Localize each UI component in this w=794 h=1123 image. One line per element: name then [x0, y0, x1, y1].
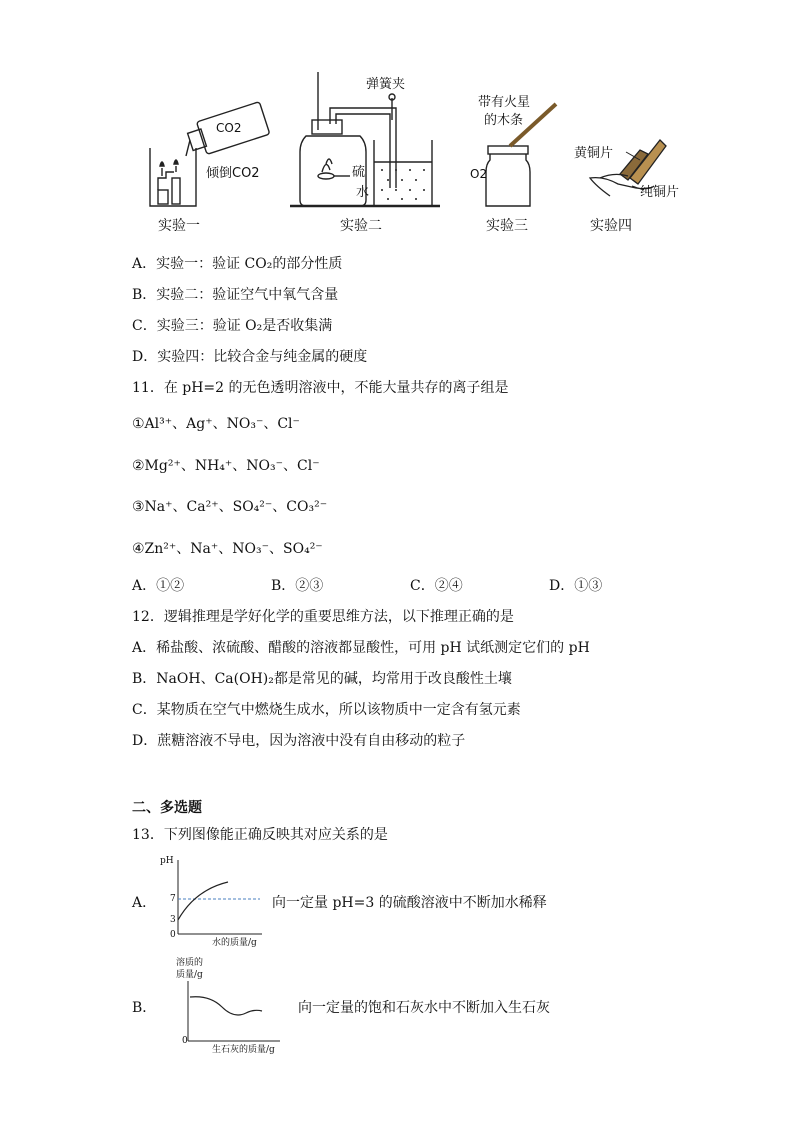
q10-option-d: D．实验四：比较合金与纯金属的硬度: [132, 349, 368, 365]
q13-graph-a-tick-7: 7: [170, 894, 176, 904]
q12-option-c: C．某物质在空气中燃烧生成水，所以该物质中一定含有氢元素: [132, 702, 521, 718]
exp4-copper-label: 纯铜片: [640, 185, 680, 200]
q12-option-a: A．稀盐酸、浓硫酸、醋酸的溶液都显酸性，可用 pH 试纸测定它们的 pH: [132, 640, 590, 656]
q11-group-3: ③Na⁺、Ca²⁺、SO₄²⁻、CO₃²⁻: [132, 499, 328, 515]
exp2-clip-label: 弹簧夹: [366, 77, 406, 92]
caption-exp1: 实验一: [158, 218, 200, 234]
q13-graph-b-xlabel: 生石灰的质量/g: [212, 1045, 275, 1055]
q11-option-c: C．②④: [410, 578, 463, 594]
q11-group-2: ②Mg²⁺、NH₄⁺、NO₃⁻、Cl⁻: [132, 458, 320, 474]
q13-graph-a-origin: 0: [170, 930, 176, 940]
exp2-water-pattern: [381, 169, 425, 200]
exp3-o2-label: O2: [470, 167, 488, 181]
q11-stem: 11．在 pH=2 的无色透明溶液中，不能大量共存的离子组是: [132, 380, 509, 396]
q13-stem: 13．下列图像能正确反映其对应关系的是: [132, 827, 388, 843]
experiment-figure: [0, 0, 794, 240]
q13-graph-b-ylabel-2: 质量/g: [176, 970, 203, 980]
exp2-sulfur-label: 硫: [352, 165, 366, 180]
q11-option-a: A．①②: [132, 578, 185, 594]
caption-exp4: 实验四: [590, 218, 632, 234]
q11-option-d: D．①③: [549, 578, 603, 594]
exp2-water-label: 水: [356, 185, 370, 200]
exp1-co2-label: CO2: [216, 121, 242, 135]
q13-graph-a-xlabel: 水的质量/g: [212, 938, 257, 948]
q13-option-b-text: 向一定量的饱和石灰水中不断加入生石灰: [298, 1000, 550, 1016]
q11-option-b: B．②③: [271, 578, 324, 594]
q13-graph-a-ylabel: pH: [160, 856, 174, 866]
exp1-pour-label: 倾倒CO2: [206, 166, 260, 181]
q13-option-b-label: B．: [132, 1000, 157, 1016]
q13-graph-b-origin: 0: [182, 1036, 188, 1046]
q13-option-a-text: 向一定量 pH=3 的硫酸溶液中不断加水稀释: [272, 895, 547, 911]
q12-stem: 12．逻辑推理是学好化学的重要思维方法，以下推理正确的是: [132, 609, 514, 625]
q13-graph-a-tick-3: 3: [170, 915, 176, 925]
q10-option-a: A．实验一：验证 CO₂的部分性质: [132, 256, 343, 272]
q13-graph-a-curve: [178, 882, 228, 920]
q11-group-1: ①Al³⁺、Ag⁺、NO₃⁻、Cl⁻: [132, 416, 300, 432]
q13-option-a-label: A．: [132, 895, 157, 911]
q13-graph-b-curve: [190, 997, 262, 1015]
q13-graph-b: [150, 955, 290, 1055]
q12-option-d: D．蔗糖溶液不导电，因为溶液中没有自由移动的粒子: [132, 733, 466, 749]
q12-option-b: B．NaOH、Ca(OH)₂都是常见的碱，均常用于改良酸性土壤: [132, 671, 512, 687]
caption-exp3: 实验三: [486, 218, 528, 234]
exp3-splint-label-2: 的木条: [484, 113, 524, 128]
caption-exp2: 实验二: [340, 218, 382, 234]
exp3-splint-label: 带有火星: [478, 95, 531, 110]
q11-group-4: ④Zn²⁺、Na⁺、NO₃⁻、SO₄²⁻: [132, 541, 323, 557]
q13-graph-b-ylabel-1: 溶质的: [176, 958, 204, 968]
q10-option-c: C．实验三：验证 O₂是否收集满: [132, 318, 333, 334]
exp1-apparatus: [150, 102, 270, 206]
exp4-brass-label: 黄铜片: [574, 146, 614, 161]
q10-option-b: B．实验二：验证空气中氧气含量: [132, 287, 339, 303]
section-heading-multi-choice: 二、多选题: [132, 800, 202, 816]
